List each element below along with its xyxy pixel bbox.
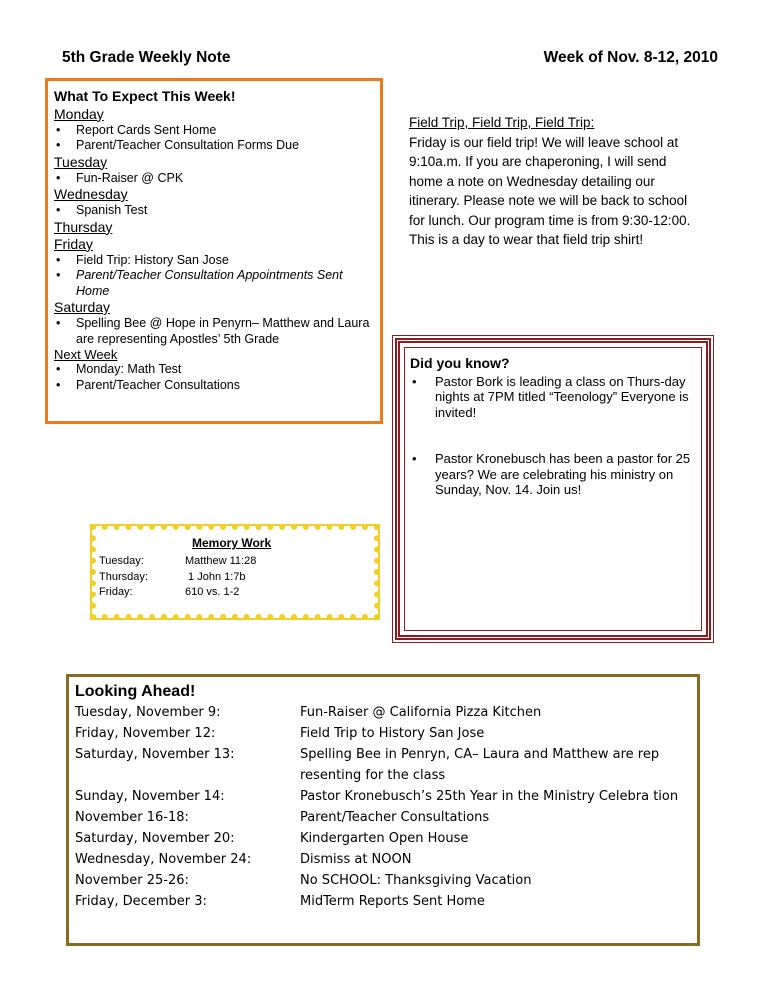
field-trip-body: Friday is our field trip! We will leave school at 9:10a.m. If you are chaperoning, I will send home a note on Wednesday detailing our itinerary. Please note we will be back to school for lunch. Our program time is from 9:30-12:00. This is a day to wear that field trip shirt! xyxy=(409,134,691,247)
table-row xyxy=(75,891,697,912)
what-to-expect-title: What To Expect This Week! xyxy=(54,88,236,104)
memory-work-title: Memory Work xyxy=(192,536,272,550)
day-wednesday: Wednesday xyxy=(54,186,128,202)
newsletter-title: 5th Grade Weekly Note xyxy=(62,49,231,66)
next-week-heading: Next Week xyxy=(54,347,118,362)
event-text: MidTerm Reports Sent Home xyxy=(300,894,485,909)
field-trip-section xyxy=(409,113,694,250)
memory-row xyxy=(99,555,256,567)
event-text: No SCHOOL: Thanksgiving Vacation xyxy=(300,873,532,888)
table-row xyxy=(75,870,697,891)
memory-work-box xyxy=(90,524,380,620)
event-text: Pastor Kronebusch’s 25th Year in the Ministry Celebra tion xyxy=(300,789,679,804)
event-date: Friday, November 12: xyxy=(75,726,216,741)
event-text: Parent/Teacher Consultations xyxy=(300,810,490,825)
day-monday: Monday xyxy=(54,105,104,122)
monday-list xyxy=(54,123,374,154)
event-text: Dismiss at NOON xyxy=(300,852,412,867)
next-week-list xyxy=(54,362,374,393)
did-you-know-title: Did you know? xyxy=(410,355,510,371)
memory-verse: 610 vs. 1-2 xyxy=(185,586,240,598)
list-item: • Parent/Teacher Consultation Appointments Sent Home xyxy=(54,268,374,299)
week-date: Week of Nov. 8-12, 2010 xyxy=(543,49,718,66)
looking-ahead-box xyxy=(66,674,700,946)
memory-row xyxy=(99,586,239,598)
event-date: Saturday, November 20: xyxy=(75,831,235,846)
event-date: Sunday, November 14: xyxy=(75,789,225,804)
event-date: Wednesday, November 24: xyxy=(75,852,252,867)
table-row xyxy=(75,723,697,744)
did-you-know-list xyxy=(410,374,696,498)
list-item: • Spanish Test xyxy=(54,203,374,219)
event-date: November 25-26: xyxy=(75,873,189,888)
table-row xyxy=(75,702,697,723)
list-item: • Spelling Bee @ Hope in Penyrn– Matthew and Laura are representing Apostles’ 5th Grade xyxy=(54,316,374,347)
list-item: • Parent/Teacher Consultation Forms Due xyxy=(54,138,374,154)
list-item: • Pastor Bork is leading a class on Thurs-day nights at 7PM titled “Teenology” Everyone is invited! xyxy=(410,374,696,421)
day-tuesday: Tuesday xyxy=(54,153,108,170)
field-trip-title: Field Trip, Field Trip, Field Trip: xyxy=(409,115,595,130)
saturday-list xyxy=(54,316,374,347)
list-item: • Fun-Raiser @ CPK xyxy=(54,171,374,187)
table-row xyxy=(75,744,697,786)
wednesday-list xyxy=(54,203,374,219)
table-row xyxy=(75,786,697,807)
friday-list xyxy=(54,253,374,300)
event-date: Saturday, November 13: xyxy=(75,747,235,762)
looking-ahead-title: Looking Ahead! xyxy=(75,683,196,700)
did-you-know-box xyxy=(395,338,711,640)
memory-day: Tuesday: xyxy=(99,555,144,567)
event-text: Fun-Raiser @ California Pizza Kitchen xyxy=(300,705,542,720)
event-date: Friday, December 3: xyxy=(75,894,207,909)
what-to-expect-box xyxy=(45,78,383,424)
event-date: November 16-18: xyxy=(75,810,189,825)
event-text: Field Trip to History San Jose xyxy=(300,726,485,741)
table-row xyxy=(75,849,697,870)
memory-day: Thursday: xyxy=(99,571,148,583)
memory-verse: Matthew 11:28 xyxy=(185,555,257,567)
list-item: • Monday: Math Test xyxy=(54,362,374,378)
table-row xyxy=(75,807,697,828)
list-item: • Report Cards Sent Home xyxy=(54,123,374,139)
memory-row xyxy=(99,571,246,583)
list-item: • Field Trip: History San Jose xyxy=(54,253,374,269)
tuesday-list xyxy=(54,171,374,187)
list-item: • Parent/Teacher Consultations xyxy=(54,378,374,394)
list-item: • Pastor Kronebusch has been a pastor for 25 years? We are celebrating his ministry on Sunday, Nov. 14. Join us! xyxy=(410,451,696,498)
day-saturday: Saturday xyxy=(54,299,111,315)
event-text: Spelling Bee in Penryn, CA– Laura and Matthew are rep resenting for the class xyxy=(300,747,660,783)
memory-day: Friday: xyxy=(99,586,133,598)
day-thursday: Thursday xyxy=(54,218,113,235)
memory-verse: 1 John 1:7b xyxy=(185,571,246,583)
table-row xyxy=(75,828,697,849)
event-date: Tuesday, November 9: xyxy=(75,705,221,720)
event-text: Kindergarten Open House xyxy=(300,831,469,846)
day-friday: Friday xyxy=(54,235,93,252)
